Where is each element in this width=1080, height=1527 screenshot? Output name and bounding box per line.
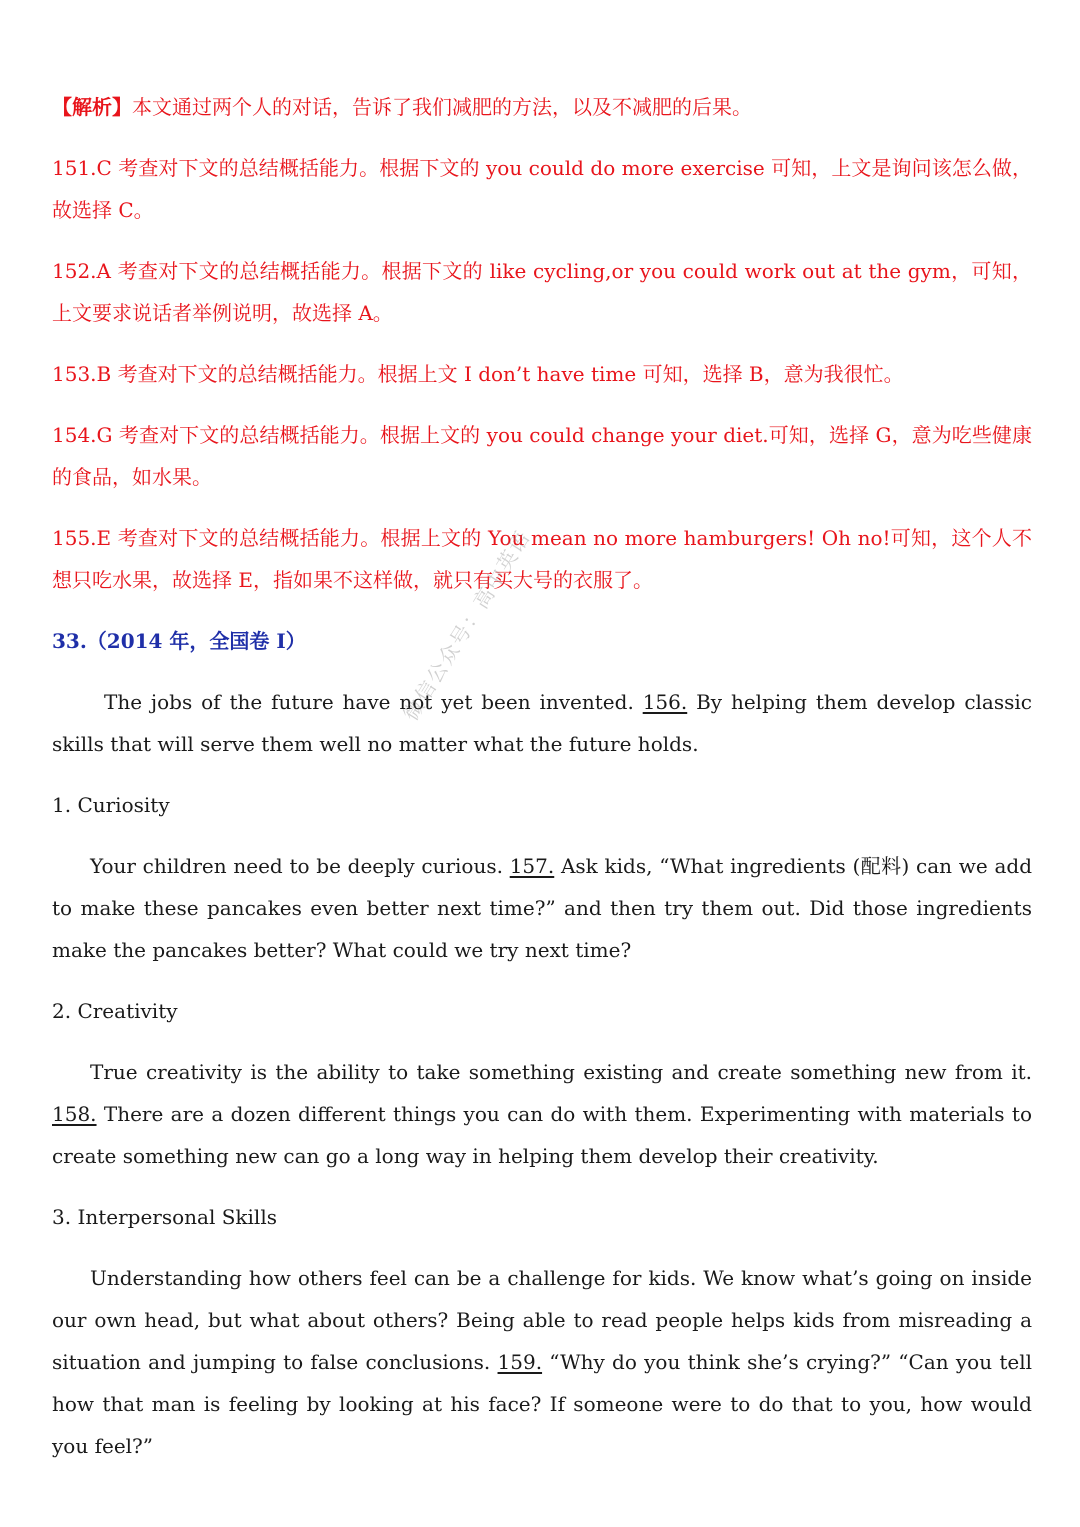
analysis-intro <box>52 86 1032 128</box>
section-body-curiosity <box>52 845 1032 971</box>
section-title-creativity: 2. Creativity <box>52 999 178 1023</box>
document-page <box>52 86 1032 1486</box>
analysis-intro-text: 本文通过两个人的对话，告诉了我们减肥的方法，以及不减肥的后果。 <box>132 95 752 119</box>
creativity-text-after: There are a dozen different things you can do with them. Experimenting with materials to create something new can go a long way in helping them develop their creativity. <box>52 1102 1032 1168</box>
watermark: 微信公众号：高中英语 <box>398 525 536 725</box>
interpersonal-text-before: Understanding how others feel can be a challenge for kids. We know what’s going on inside our own head, but what about others? Being able to read people helps kids from misreading a situation and jumping to false conclusions. <box>52 1266 1032 1374</box>
analysis-item-155: 155.E 考查对下文的总结概括能力。根据上文的 You mean no more hamburgers! Oh no!可知，这个人不想只吃水果，故选择 E，指如果不这样做，就只有买大号的衣服了。 <box>52 526 1032 592</box>
analysis-label: 【解析】 <box>52 95 132 119</box>
intro-text-before: The jobs of the future have not yet been invented. <box>104 690 643 714</box>
intro-text-after: By helping them develop classic skills that will serve them well no matter what the future holds. <box>52 690 1032 756</box>
analysis-item-154: 154.G 考查对下文的总结概括能力。根据上文的 you could change your diet.可知，选择 G，意为吃些健康的食品，如水果。 <box>52 423 1032 489</box>
question-heading: 33.（2014 年，全国卷 I） <box>52 629 306 653</box>
blank-157: 157. <box>509 854 555 878</box>
section-title-interpersonal: 3. Interpersonal Skills <box>52 1205 277 1229</box>
passage <box>52 681 1032 1467</box>
analysis-block <box>52 86 1032 601</box>
interpersonal-text-after: “Why do you think she’s crying?” “Can you tell how that man is feeling by looking at his face? If someone were to do that to you, how would you feel?” <box>52 1350 1032 1458</box>
analysis-item-152: 152.A 考查对下文的总结概括能力。根据下文的 like cycling,or you could work out at the gym，可知，上文要求说话者举例说明，故选择 A。 <box>52 259 1032 325</box>
section-title-curiosity: 1. Curiosity <box>52 793 170 817</box>
creativity-text-before: True creativity is the ability to take something existing and create something new from it. <box>90 1060 1032 1084</box>
section-body-creativity <box>52 1051 1032 1177</box>
curiosity-text-after: Ask kids, “What ingredients (配料) can we add to make these pancakes even better next time?” and then try them out. Did those ingredients make the pancakes better? What could we try next time? <box>52 854 1033 962</box>
blank-159: 159. <box>497 1350 543 1374</box>
blank-156: 156. <box>642 690 688 714</box>
analysis-item-153: 153.B 考查对下文的总结概括能力。根据上文 I don’t have time 可知，选择 B，意为我很忙。 <box>52 362 904 386</box>
analysis-item-151: 151.C 考查对下文的总结概括能力。根据下文的 you could do more exercise 可知，上文是询问该怎么做，故选择 C。 <box>52 156 1032 222</box>
blank-158: 158. <box>52 1102 97 1126</box>
curiosity-text-before: Your children need to be deeply curious. <box>90 854 510 878</box>
section-body-interpersonal <box>52 1257 1032 1467</box>
passage-intro <box>52 681 1032 765</box>
